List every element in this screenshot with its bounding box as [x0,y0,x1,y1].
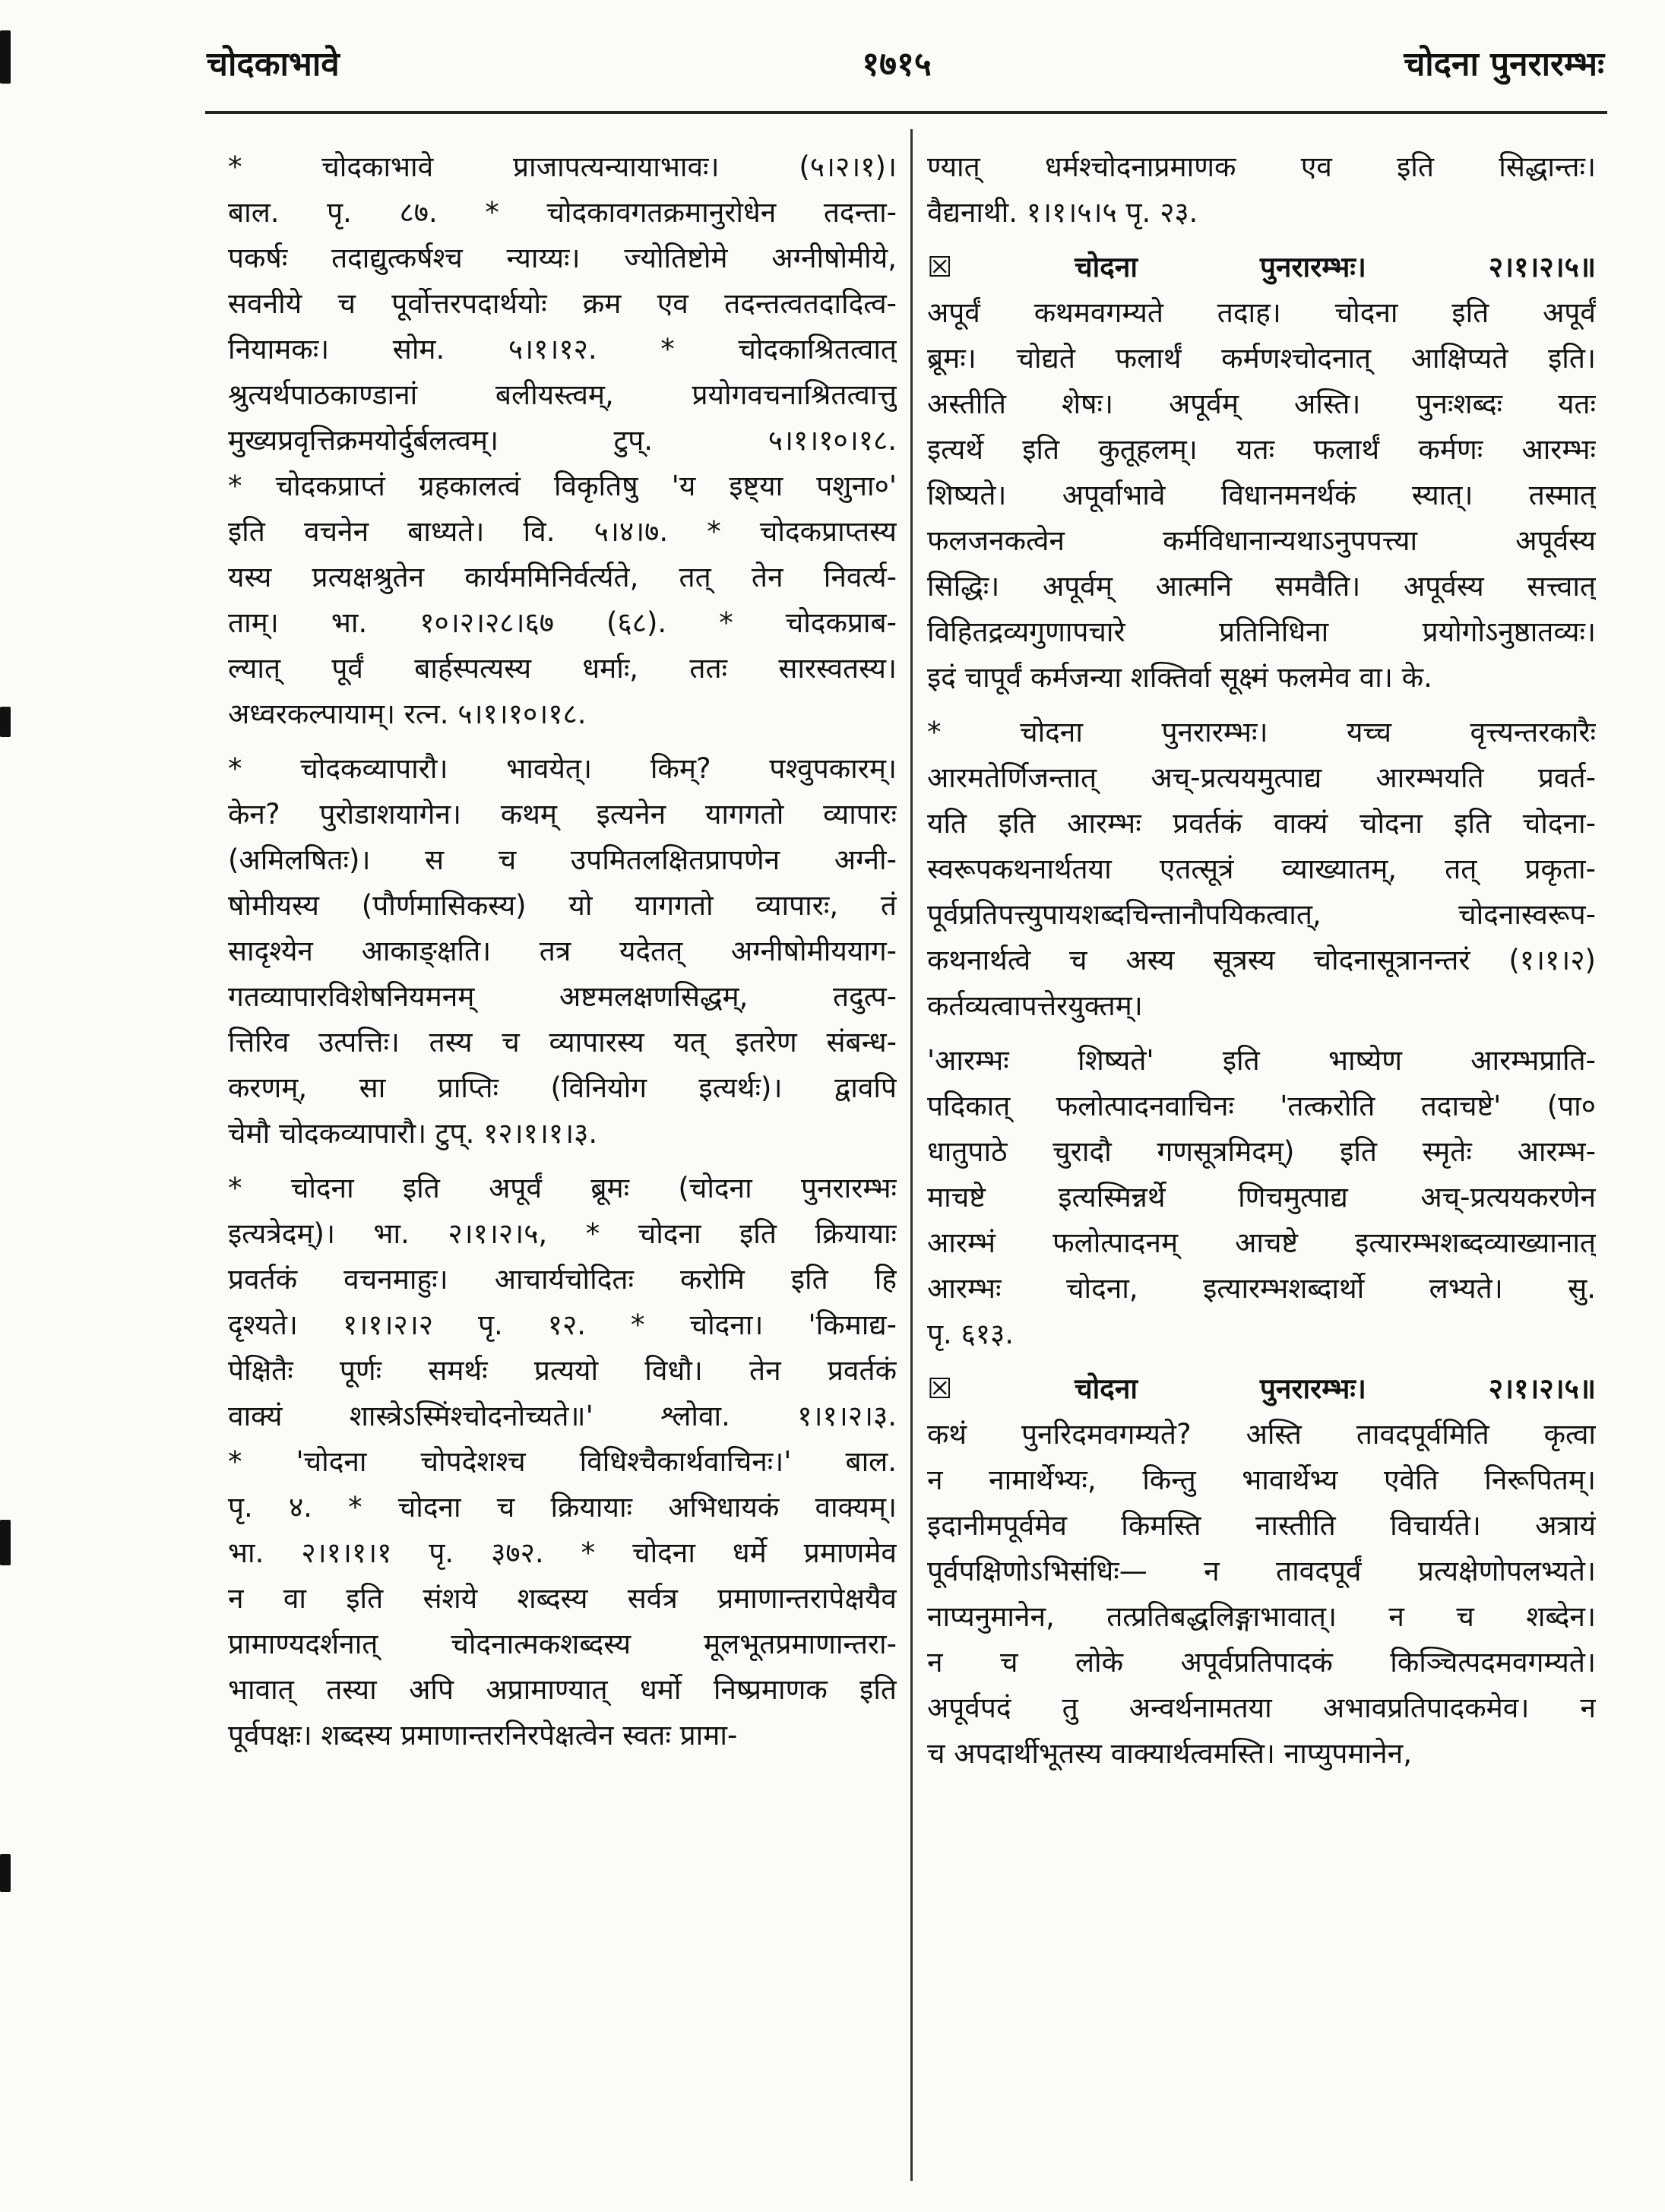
paragraph [927,245,1596,701]
text-line: * चोदकाभावे प्राजापत्यन्यायाभावः। (५।२।१)। [228,150,897,183]
text-line: नियामकः। सोम. ५।१।१२. * चोदकाश्रितत्वात् [228,333,897,366]
text-line: सादृश्येन आकाङ्क्षति। तत्र यदेतत् अग्नीषोमीययाग- [228,935,897,967]
header-right-keyword: चोदना पुनरारम्भः [1404,45,1604,84]
paragraph [927,1038,1596,1357]
text-line: त्तिरिव उत्पत्तिः। तस्य च व्यापारस्य यत् इतरेण संबन्ध- [228,1026,897,1059]
text-line: धातुपाठे चुरादौ गणसूत्रमिदम्) इति स्मृतेः आरम्भ- [927,1135,1596,1168]
text-line: इति वचनेन बाध्यते। वि. ५।४।७. * चोदकप्राप्तस्य [228,515,897,548]
text-line: ☒ चोदना पुनरारम्भः। २।१।२।५॥ [927,251,1596,283]
text-line: कर्तव्यत्वापत्तेरयुक्तम्। [927,989,1143,1022]
text-line: आरमतेर्णिजन्तात् अच्-प्रत्ययमुत्पाद्य आरम्भयति प्रवर्त- [927,761,1596,794]
text-line: ण्यात् धर्मश्चोदनाप्रमाणक एव इति सिद्धान्तः। [927,150,1596,183]
text-line: आरम्भं फलोत्पादनम् आचष्टे इत्यारम्भशब्दव्याख्यानात् [927,1226,1596,1259]
text-line: कथनार्थत्वे च अस्य सूत्रस्य चोदनासूत्रानन्तरं (१।१।२) [927,944,1596,976]
text-line: न च लोके अपूर्वप्रतिपादकं किञ्चित्पदमवगम्यते। [927,1646,1596,1679]
text-line: दृश्यते। १।१।२।२ पृ. १२. * चोदना। 'किमाद्य- [228,1309,897,1341]
text-line: पकर्षः तदाद्युत्कर्षश्च न्याय्यः। ज्योतिष्टोमे अग्नीषोमीये, [228,242,897,274]
text-line: पूर्वप्रतिपत्त्युपायशब्दचिन्तानौपयिकत्वात्, चोदनास्वरूप- [927,898,1596,931]
text-line: मुख्यप्रवृत्तिक्रमयोर्दुर्बलत्वम्। टुप्. ५।१।१०।१८. [228,424,897,457]
header-left-keyword: चोदकाभावे [207,45,340,84]
text-line: बाल. पृ. ८७. * चोदकावगतक्रमानुरोधेन तदन्ता- [228,196,897,229]
text-line: च अपदार्थीभूतस्य वाक्यार्थत्वमस्ति। नाप्युपमानेन, [927,1737,1412,1770]
text-line: अस्तीति शेषः। अपूर्वम् अस्ति। पुनःशब्दः यतः [927,388,1596,420]
paragraph [927,1366,1596,1777]
text-line: श्रुत्यर्थपाठकाण्डानां बलीयस्त्वम्, प्रयोगवचनाश्रितत्वात्तु [228,378,897,411]
text-line: पूर्वपक्षिणोऽभिसंधिः— न तावदपूर्वं प्रत्यक्षेणोपलभ्यते। [927,1555,1596,1587]
text-line: विहितद्रव्यगुणापचारे प्रतिनिधिना प्रयोगोऽनुष्ठातव्यः। [927,615,1596,648]
text-line: आरम्भः चोदना, इत्यारम्भशब्दार्थो लभ्यते। सु. [927,1272,1596,1305]
scan-edge-mark [0,30,11,84]
left-column [228,144,897,1767]
text-line: स्वरूपकथनार्थतया एतत्सूत्रं व्याख्यातम्, तत् प्रकृता- [927,853,1596,885]
text-line: ताम्। भा. १०।२।२८।६७ (६८). * चोदकप्राब- [228,606,897,639]
text-line: ☒ चोदना पुनरारम्भः। २।१।२।५॥ [927,1372,1596,1405]
text-line: ल्यात् पूर्वं बार्हस्पत्यस्य धर्माः, ततः सारस्वतस्य। [228,652,897,685]
text-line: * 'चोदना चोपदेशश्च विधिश्चैकार्थवाचिनः।' बाल. [228,1445,897,1478]
text-line: पृ. ६१३. [927,1318,1015,1350]
text-line: भा. २।१।१।१ पृ. ३७२. * चोदना धर्मे प्रमाणमेव [228,1536,897,1569]
text-line: अपूर्वं कथमवगम्यते तदाह। चोदना इति अपूर्वं [927,296,1596,329]
header-rule [205,111,1607,114]
text-line: शिष्यते। अपूर्वाभावे विधानमनर्थकं स्यात्। तस्मात् [927,479,1596,511]
paragraph [228,1166,897,1758]
text-line: ब्रूमः। चोद्यते फलार्थं कर्मणश्चोदनात् आक्षिप्यते इति। [927,342,1596,375]
text-line: न नामार्थेभ्यः, किन्तु भावार्थेभ्य एवेति निरूपितम्। [927,1464,1596,1496]
text-line: सिद्धिः। अपूर्वम् आत्मनि समवैति। अपूर्वस्य सत्त्वात् [927,570,1596,603]
text-line: पूर्वपक्षः। शब्दस्य प्रमाणान्तरनिरपेक्षत्वेन स्वतः प्रामा- [228,1719,738,1752]
text-line: फलजनकत्वेन कर्मविधानान्यथाऽनुपपत्त्या अपूर्वस्य [927,524,1596,557]
text-line: इत्यत्रेदम्)। भा. २।१।२।५, * चोदना इति क्रियायाः [228,1217,897,1250]
text-line: प्रामाण्यदर्शनात् चोदनात्मकशब्दस्य मूलभूतप्रमाणान्तरा- [228,1628,897,1660]
paragraph [927,710,1596,1029]
column-divider [910,129,913,2181]
text-line: वाक्यं शास्त्रेऽस्मिंश्चोदनोच्यते॥' श्लोवा. १।१।२।३. [228,1400,897,1432]
text-line: षोमीयस्य (पौर्णमासिकस्य) यो यागगतो व्यापारः, तं [228,889,897,922]
scan-edge-mark [0,1854,11,1892]
paragraph [228,144,897,737]
text-line: 'आरम्भः शिष्यते' इति भाष्येण आरम्भप्राति- [927,1044,1596,1077]
text-line: पेक्षितैः पूर्णः समर्थः प्रत्ययो विधौ। तेन प्रवर्तकं [228,1354,897,1387]
text-line: माचष्टे इत्यस्मिन्नर्थे णिचमुत्पाद्य अच्-प्रत्ययकरणेन [927,1181,1596,1214]
text-line: यस्य प्रत्यक्षश्रुतेन कार्यममिनिर्वर्त्यते, तत् तेन निवर्त्य- [228,561,897,593]
text-line: इत्यर्थे इति कुतूहलम्। यतः फलार्थं कर्मणः आरम्भः [927,433,1596,466]
text-line: केन? पुरोडाशयागेन। कथम् इत्यनेन यागगतो व्यापारः [228,798,897,831]
page-number: १७१५ [862,45,932,84]
text-line: प्रवर्तकं वचनमाहुः। आचार्यचोदितः करोमि इति हि [228,1263,897,1296]
right-column [927,144,1596,1786]
text-line: न वा इति संशये शब्दस्य सर्वत्र प्रमाणान्तरापेक्षयैव [228,1582,897,1615]
text-line: भावात् तस्या अपि अप्रामाण्यात् धर्मो निष्प्रमाणक इति [228,1673,897,1706]
text-line: इदं चापूर्वं कर्मजन्या शक्तिर्वा सूक्ष्मं फलमेव वा। के. [927,661,1432,694]
paragraph [228,746,897,1157]
text-line: करणम्, सा प्राप्तिः (विनियोग इत्यर्थः)। द्वावपि [228,1071,897,1104]
text-line: वैद्यनाथी. १।१।५।५ पृ. २३. [927,196,1198,229]
text-line: सवनीये च पूर्वोत्तरपदार्थयोः क्रम एव तदन्तत्वतदादित्व- [228,287,897,320]
text-line: यति इति आरम्भः प्रवर्तकं वाक्यं चोदना इति चोदना- [927,807,1596,840]
text-line: (अमिलषितः)। स च उपमितलक्षितप्रापणेन अग्नी- [228,843,897,876]
scan-edge-mark [0,1520,11,1565]
text-line: * चोदकव्यापारौ। भावयेत्। किम्? पश्वुपकारम्। [228,752,897,785]
text-line: नाप्यनुमानेन, तत्प्रतिबद्धलिङ्गाभावात्। न च शब्देन। [927,1600,1596,1633]
text-line: इदानीमपूर्वमेव किमस्ति नास्तीति विचार्यते। अत्रायं [927,1509,1596,1542]
paragraph [927,144,1596,236]
text-line: * चोदकप्राप्तं ग्रहकालत्वं विकृतिषु 'य इष्ट्या पशुना०' [228,470,897,502]
text-line: पृ. ४. * चोदना च क्रियायाः अभिधायकं वाक्यम्। [228,1491,897,1524]
text-line: कथं पुनरिदमवगम्यते? अस्ति तावदपूर्वमिति कृत्वा [927,1418,1596,1451]
text-line: अपूर्वपदं तु अन्वर्थनामतया अभावप्रतिपादकमेव। न [927,1691,1596,1724]
text-line: * चोदना पुनरारम्भः। यच्च वृत्त्यन्तरकारैः [927,716,1596,748]
text-line: गतव्यापारविशेषनियमनम् अष्टमलक्षणसिद्धम्, तदुत्प- [228,980,897,1013]
text-line: पदिकात् फलोत्पादनवाचिनः 'तत्करोति तदाचष्टे' (पा० [927,1090,1596,1122]
text-line: * चोदना इति अपूर्वं ब्रूमः (चोदना पुनरारम्भः [228,1172,897,1204]
text-line: अध्वरकल्पायाम्। रत्न. ५।१।१०।१८. [228,698,587,730]
scan-edge-mark [0,707,11,737]
text-line: चेमौ चोदकव्यापारौ। टुप्. १२।१।१।३. [228,1117,598,1150]
